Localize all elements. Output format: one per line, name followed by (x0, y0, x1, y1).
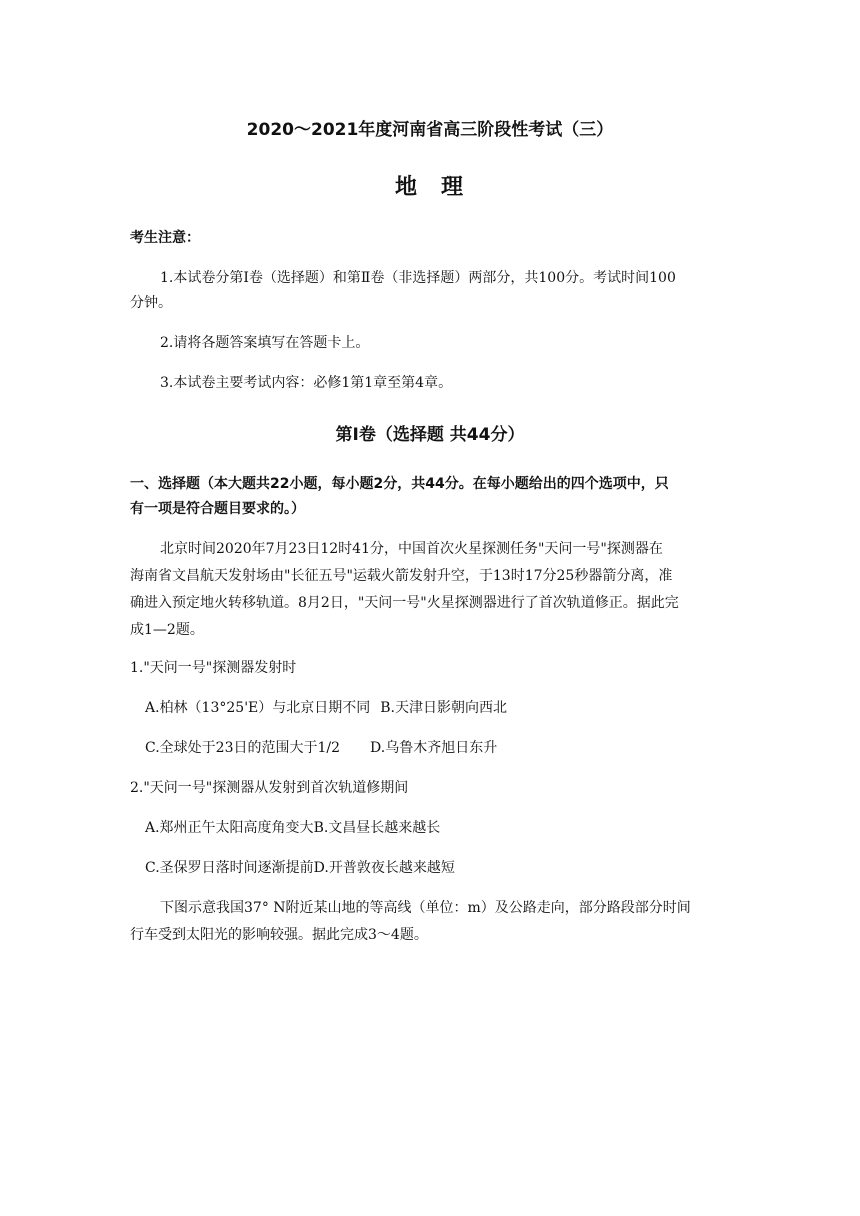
section-1-title: 第Ⅰ卷（选择题 共44分） (335, 425, 525, 445)
section-1-instructions-line-2: 有一项是符合题目要求的。） (130, 501, 305, 517)
notice-heading: 考生注意： (130, 230, 200, 246)
question-2-option-b: B.文昌昼长越来越长 (313, 820, 441, 836)
question-1-stem: 1."天问一号"探测器发射时 (130, 660, 297, 676)
passage-1-line-4: 成1—2题。 (130, 622, 204, 638)
subject-char-2: 理 (441, 175, 466, 200)
notice-item-1-line-1: 1.本试卷分第Ⅰ卷（选择题）和第Ⅱ卷（非选择题）两部分，共100分。考试时间100 (160, 270, 676, 286)
exam-title: 2020～2021年度河南省高三阶段性考试（三） (246, 120, 614, 140)
question-1-option-d: D.乌鲁木齐旭日东升 (370, 740, 498, 756)
section-1-instructions-line-1: 一、选择题（本大题共22小题，每小题2分，共44分。在每小题给出的四个选项中，只 (130, 476, 669, 492)
question-1-option-b: B.天津日影朝向西北 (380, 700, 508, 716)
subject-char-1: 地 (394, 175, 419, 200)
question-2-option-a: A.郑州正午太阳高度角变大 (145, 820, 314, 836)
passage-1-line-3: 确进入预定地火转移轨道。8月2日，"天问一号"火星探测器进行了首次轨道修正。据此完 (130, 595, 679, 611)
question-1-options-row-2 (145, 738, 497, 758)
notice-item-2: 2.请将各题答案填写在答题卡上。 (160, 335, 370, 351)
passage-2-line-2: 行车受到太阳光的影响较强。据此完成3～4题。 (130, 927, 428, 943)
question-2-option-c: C.圣保罗日落时间逐渐提前 (145, 860, 314, 876)
passage-1-line-1: 北京时间2020年7月23日12时41分，中国首次火星探测任务"天问一号"探测器在 (160, 541, 663, 557)
question-1-option-c: C.全球处于23日的范围大于1/2 (145, 740, 341, 756)
question-1-options-row-1 (145, 698, 507, 718)
notice-item-3: 3.本试卷主要考试内容：必修1第1章至第4章。 (160, 375, 453, 391)
notice-item-1-line-2: 分钟。 (130, 295, 172, 311)
passage-1-line-2: 海南省文昌航天发射场由"长征五号"运载火箭发射升空，于13时17分25秒器箭分离，准 (130, 568, 673, 584)
question-2-stem: 2."天问一号"探测器从发射到首次轨道修期间 (130, 780, 409, 796)
question-2-options-row-1 (145, 818, 440, 838)
passage-2-line-1: 下图示意我国37° N附近某山地的等高线（单位：m）及公路走向，部分路段部分时间 (160, 900, 691, 916)
question-2-option-d: D.开普敦夜长越来越短 (313, 860, 455, 876)
question-2-options-row-2 (145, 858, 455, 878)
subject-title (0, 174, 860, 202)
question-1-option-a: A.柏林（13°25'E）与北京日期不同 (145, 700, 371, 716)
